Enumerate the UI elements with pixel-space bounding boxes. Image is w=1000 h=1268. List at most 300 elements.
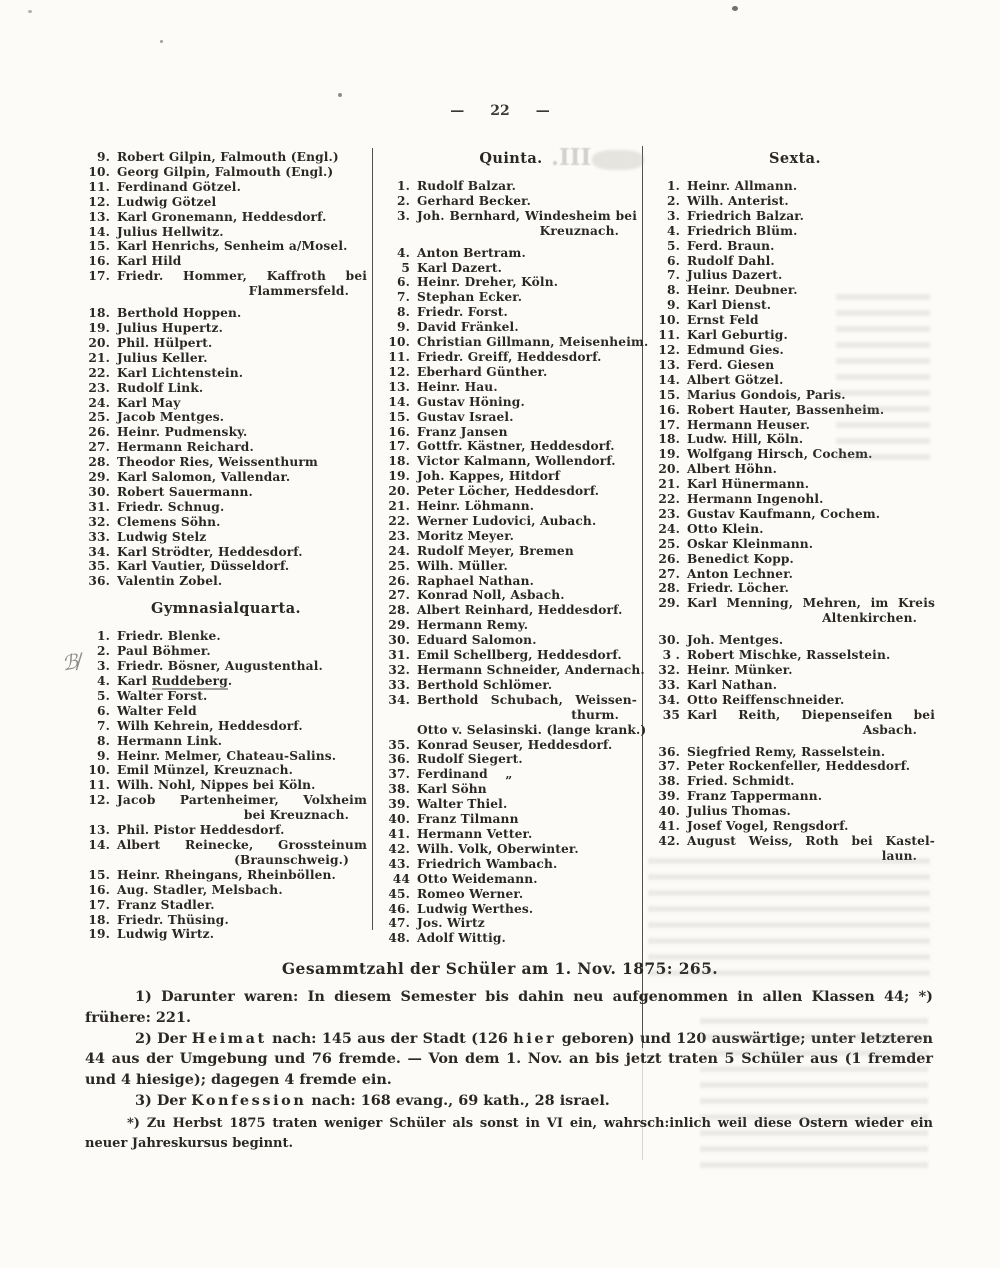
item-number: 37. — [658, 759, 680, 774]
list-item — [655, 507, 935, 522]
list-item — [655, 759, 935, 774]
item-number: 40. — [658, 804, 680, 819]
list-item — [655, 648, 935, 663]
item-number: 32. — [88, 514, 110, 529]
item-name: Albert Götzel. — [687, 372, 784, 387]
item-name: Fried. Schmidt. — [687, 774, 795, 789]
item-number: 3. — [396, 208, 410, 223]
item-number: 16. — [88, 882, 110, 897]
list-item — [385, 320, 637, 335]
item-number: 37. — [388, 767, 410, 782]
item-name: Gustav Höning. — [417, 394, 525, 409]
item-number: 18. — [88, 912, 110, 927]
item-number: 16. — [658, 402, 680, 417]
item-number: 26. — [658, 551, 680, 566]
item-name-continuation: laun. — [881, 848, 917, 863]
item-name: Victor Kalmann, Wollendorf. — [417, 454, 616, 469]
item-name: Otto Weidemann. — [417, 871, 538, 886]
item-name: Phil. Pistor Heddesdorf. — [117, 823, 285, 838]
list-item — [385, 782, 637, 797]
list-item — [655, 774, 935, 789]
item-number: 25. — [88, 410, 110, 425]
item-number: 24. — [388, 543, 410, 558]
list-item-continuation — [655, 723, 935, 738]
item-name: Wolfgang Hirsch, Cochem. — [687, 447, 873, 462]
list-item — [85, 396, 367, 411]
item-number: 14. — [388, 394, 410, 409]
list-item — [85, 868, 367, 883]
item-number: 24. — [658, 521, 680, 536]
list-item — [655, 477, 935, 492]
list-item — [655, 224, 935, 239]
page-header — [0, 103, 1000, 119]
item-name: Heinr. Löhmann. — [417, 499, 535, 514]
item-name: Moritz Meyer. — [417, 528, 515, 543]
item-number: 10. — [658, 313, 680, 328]
total-students-line: Gesammtzahl der Schüler am 1. Nov. 1875: 265. — [281, 959, 719, 978]
item-number: 36. — [388, 752, 410, 767]
item-name: Karl May — [117, 395, 181, 410]
list-item — [655, 819, 935, 834]
item-name: Konrad Noll, Asbach. — [417, 588, 565, 603]
list-item — [385, 827, 637, 842]
item-name: Friedr. Bösner, Augustenthal. — [117, 659, 323, 674]
item-number: 29. — [658, 596, 680, 611]
list-item — [655, 789, 935, 804]
item-number: 19. — [88, 927, 110, 942]
list-item — [655, 209, 935, 224]
item-name: Siegfried Remy, Rasselstein. — [687, 744, 886, 759]
list-item — [85, 225, 367, 240]
item-number: 44 — [392, 871, 410, 886]
item-number: 24. — [88, 395, 110, 410]
item-number: 32. — [388, 663, 410, 677]
item-name-continuation: Altenkirchen. — [822, 611, 917, 626]
item-name: Heinr. Münker. — [687, 663, 793, 677]
item-number: 31. — [88, 499, 110, 514]
item-number: 10. — [88, 164, 110, 179]
item-name: Heinr. Melmer, Chateau-Salins. — [117, 748, 337, 763]
list-item — [85, 410, 367, 425]
footnote: *) Zu Herbst 1875 traten weniger Schüler als sonst in VI ein, wahrsch:inlich weil diese Ostern wieder ein neuer Jahreskursus beginnt. — [85, 1116, 933, 1151]
list-item — [385, 275, 637, 290]
emphasized-text: hier — [513, 1029, 557, 1047]
list-item — [385, 514, 637, 529]
item-name: Wilh Kehrein, Heddesdorf. — [117, 718, 303, 733]
item-name: David Fränkel. — [417, 320, 519, 335]
item-name: Valentin Zobel. — [117, 574, 223, 589]
list-item — [385, 633, 637, 648]
item-number: 5. — [666, 238, 680, 253]
item-number: 30. — [658, 633, 680, 648]
list-item — [85, 659, 367, 674]
list-item — [655, 693, 935, 708]
quarta-upper-list — [85, 150, 367, 589]
item-name: Rudolf Dahl. — [687, 253, 775, 268]
item-name: Hermann Heuser. — [687, 417, 810, 432]
item-name: Rudolf Meyer, Bremen — [417, 543, 574, 558]
list-item — [385, 365, 637, 380]
item-number: 7. — [666, 268, 680, 283]
item-name: Konrad Seuser, Heddesdorf. — [417, 737, 613, 752]
item-name: Friedr. Löcher. — [687, 581, 790, 596]
item-name: Robert Sauermann. — [117, 484, 253, 499]
item-number: 21. — [88, 350, 110, 365]
item-number: 21. — [388, 499, 410, 514]
item-name: Edmund Gies. — [687, 342, 784, 357]
column-left — [85, 150, 367, 942]
list-item — [385, 305, 637, 320]
item-name: Phil. Hülpert. — [117, 335, 213, 350]
item-number: 46. — [388, 901, 410, 916]
list-item — [385, 722, 647, 738]
item-number: 31. — [388, 648, 410, 663]
item-name: Heinr. Hau. — [417, 379, 498, 394]
item-number: 23. — [88, 380, 110, 395]
item-name: Theodor Ries, Weissenthurm — [117, 455, 318, 470]
item-name: Friedrich Balzar. — [687, 208, 805, 223]
list-item — [655, 179, 935, 194]
item-number: 12. — [88, 793, 110, 808]
list-item — [385, 469, 637, 484]
item-name: Walter Thiel. — [417, 797, 508, 812]
item-name: Julius Dazert. — [687, 268, 783, 283]
item-name: Raphael Nathan. — [417, 573, 534, 588]
quinta-heading: Quinta. — [479, 150, 543, 167]
item-name-continuation: thurm. — [571, 707, 619, 722]
item-name: Julius Hellwitz. — [117, 224, 224, 239]
list-item — [85, 545, 367, 560]
item-number: 32. — [658, 663, 680, 677]
emphasized-text: Konfession — [191, 1091, 307, 1109]
list-item — [85, 440, 367, 455]
column-divider-right — [642, 146, 643, 1048]
item-number: 6. — [666, 253, 680, 268]
item-name: Joh. Mentges. — [687, 633, 784, 648]
item-number: 22. — [88, 365, 110, 380]
item-number: 17. — [658, 417, 680, 432]
item-name: Friedr. Blenke. — [117, 629, 221, 644]
item-name: Karl Menning, Mehren, im Kreis — [687, 596, 935, 611]
item-name-continuation: Asbach. — [862, 722, 917, 737]
item-name: Rudolf Siegert. — [417, 752, 523, 767]
list-item — [85, 898, 367, 913]
note-text: nach: 145 aus der Stadt (126 — [266, 1029, 514, 1047]
list-item — [85, 455, 367, 470]
item-name: Robert Hauter, Bassenheim. — [687, 402, 885, 417]
item-name: Jacob Mentges. — [117, 410, 225, 425]
item-number: 11. — [88, 778, 110, 793]
item-number: 9. — [96, 748, 110, 763]
item-number: 22. — [658, 492, 680, 507]
item-number: 9. — [96, 150, 110, 164]
list-item — [655, 194, 935, 209]
item-name: Berthold Schubach, Weissen- — [417, 692, 637, 707]
list-item — [85, 749, 367, 764]
item-number: 41. — [388, 826, 410, 841]
list-item — [85, 674, 367, 689]
item-name: Clemens Söhn. — [117, 514, 221, 529]
page-number: 22 — [490, 103, 510, 119]
item-number: 11. — [658, 328, 680, 343]
item-number: 27. — [88, 440, 110, 455]
list-item — [85, 559, 367, 574]
item-number: 41. — [658, 819, 680, 834]
list-item-continuation — [385, 224, 637, 239]
item-number: 11. — [88, 179, 110, 194]
item-number: 23. — [658, 506, 680, 521]
list-item-continuation — [655, 611, 935, 626]
list-item-continuation — [85, 853, 367, 868]
list-item — [385, 618, 637, 633]
list-item — [85, 644, 367, 659]
item-number: 22. — [388, 513, 410, 528]
item-number: 6. — [96, 703, 110, 718]
list-item — [655, 268, 935, 283]
item-name: Hermann Ingenohl. — [687, 492, 824, 507]
item-number: 5. — [96, 688, 110, 703]
list-item — [655, 522, 935, 537]
list-item — [385, 648, 637, 663]
item-name: Karl Geburtig. — [687, 328, 788, 343]
item-number: 21. — [658, 477, 680, 492]
item-number: 34. — [88, 544, 110, 559]
item-name: Eberhard Günther. — [417, 364, 548, 379]
item-name: Gustav Israel. — [417, 409, 514, 424]
sexta-list — [655, 179, 935, 864]
item-number: 14. — [658, 372, 680, 387]
item-number: 19. — [88, 320, 110, 335]
item-number: 36. — [658, 744, 680, 759]
list-item — [385, 797, 637, 812]
item-number: 30. — [88, 484, 110, 499]
item-number: 48. — [388, 931, 410, 946]
item-name: Julius Hupertz. — [117, 320, 223, 335]
list-item — [385, 261, 637, 276]
item-number: 23. — [388, 528, 410, 543]
item-name: Gerhard Becker. — [417, 193, 531, 208]
emphasized-text: Heimat — [191, 1029, 267, 1047]
item-number: 20. — [88, 335, 110, 350]
item-name: Hermann Reichard. — [117, 440, 254, 455]
bleedthrough-smudge — [836, 294, 930, 470]
item-number: 39. — [658, 789, 680, 804]
list-item — [385, 246, 637, 261]
item-number: 14. — [88, 224, 110, 239]
list-item — [85, 239, 367, 254]
list-item — [85, 823, 367, 838]
item-name: Wilh. Anterist. — [687, 193, 789, 208]
note-text: 1) Darunter waren: In diesem Semester bis dahin neu aufgenommen in allen Klassen 44; *) frühere: 221. — [85, 988, 933, 1026]
item-name: Friedr. Schnug. — [117, 499, 225, 514]
item-number: 8. — [396, 305, 410, 320]
item-name: Albert Höhn. — [687, 462, 778, 477]
item-number: 3 . — [662, 648, 680, 663]
list-item — [385, 931, 637, 946]
item-name: Franz Jansen — [417, 424, 508, 439]
list-item — [85, 470, 367, 485]
ink-speck — [160, 40, 163, 43]
item-name: Ernst Feld — [687, 313, 759, 328]
item-number: 27. — [388, 588, 410, 603]
bleedthrough-smudge — [648, 858, 930, 982]
item-number: 9. — [396, 320, 410, 335]
list-item — [385, 410, 637, 425]
item-number: 17. — [388, 439, 410, 454]
item-number: 3. — [96, 659, 110, 674]
item-number: 13. — [88, 823, 110, 838]
list-item — [85, 515, 367, 530]
item-number: 34. — [388, 692, 410, 707]
item-name: Robert Gilpin, Falmouth (Engl.) — [117, 150, 339, 164]
item-number: 15. — [88, 239, 110, 254]
list-item — [385, 335, 649, 350]
item-number: 28. — [658, 581, 680, 596]
list-item — [85, 351, 367, 366]
item-name: Karl Hild — [117, 254, 182, 269]
list-item — [85, 704, 367, 719]
list-item — [385, 529, 637, 544]
list-item — [385, 574, 637, 589]
item-number: 29. — [88, 470, 110, 485]
item-name-continuation: Flammersfeld. — [248, 284, 349, 299]
item-number: 1. — [96, 629, 110, 644]
list-item — [655, 492, 935, 507]
ink-speck — [732, 6, 738, 11]
item-name: Franz Stadler. — [117, 897, 215, 912]
item-name: Eduard Salomon. — [417, 633, 537, 648]
item-number: 33. — [658, 677, 680, 692]
item-name: Oskar Kleinmann. — [687, 536, 814, 551]
item-name: Franz Tappermann. — [687, 789, 823, 804]
list-item — [85, 927, 367, 942]
list-item — [85, 269, 367, 284]
item-name: Karl Dienst. — [687, 298, 772, 313]
list-item — [385, 484, 637, 499]
item-number: 43. — [388, 856, 410, 871]
list-item — [85, 306, 367, 321]
bleedthrough-smudge — [592, 150, 644, 170]
item-name: Otto Reiffenschneider. — [687, 692, 845, 707]
item-number: 18. — [88, 306, 110, 321]
item-name: Aug. Stadler, Melsbach. — [117, 882, 283, 897]
item-name: Friedr. Thüsing. — [117, 912, 229, 927]
item-number: 42. — [388, 841, 410, 856]
list-item — [385, 179, 637, 194]
item-number: 15. — [658, 387, 680, 402]
item-name: Otto v. Selasinski. (lange krank.) — [417, 722, 647, 737]
item-name: Franz Tilmann — [417, 812, 519, 827]
list-item — [655, 581, 935, 596]
list-item — [385, 290, 637, 305]
item-number: 25. — [658, 536, 680, 551]
list-item — [85, 883, 367, 898]
item-name: Peter Löcher, Heddesdorf. — [417, 484, 600, 499]
item-number: 47. — [388, 916, 410, 931]
list-item — [655, 678, 935, 693]
item-name: Georg Gilpin, Falmouth (Engl.) — [117, 164, 334, 179]
item-name: Peter Rockenfeller, Heddesdorf. — [687, 759, 911, 774]
item-name: Hermann Remy. — [417, 618, 529, 633]
item-name: Ferd. Braun. — [687, 238, 775, 253]
item-name: Paul Böhmer. — [117, 644, 211, 659]
list-item — [385, 209, 637, 224]
item-name: August Weiss, Roth bei Kastel- — [687, 833, 935, 848]
list-item — [385, 603, 637, 618]
item-number: 42. — [658, 833, 680, 848]
item-name: Ferdinand Götzel. — [117, 179, 241, 194]
item-name: Rudolf Link. — [117, 380, 204, 395]
page-number-dash-right: — — [535, 103, 550, 119]
list-item — [85, 254, 367, 269]
item-number: 13. — [388, 379, 410, 394]
item-name: Heinr. Dreher, Köln. — [417, 275, 559, 290]
list-item — [85, 500, 367, 515]
item-name: Karl Dazert. — [417, 260, 503, 275]
list-item — [385, 812, 637, 827]
item-number: 2. — [396, 193, 410, 208]
list-item — [85, 381, 367, 396]
list-item — [655, 633, 935, 648]
item-name: Albert Reinecke, Grossteinum — [117, 837, 367, 852]
list-item — [85, 336, 367, 351]
item-number: 2. — [666, 193, 680, 208]
item-number: 6. — [396, 275, 410, 290]
list-item — [655, 804, 935, 819]
list-item — [85, 793, 367, 808]
item-name: Karl Salomon, Vallendar. — [117, 470, 291, 485]
list-item — [385, 738, 637, 753]
list-item — [385, 588, 637, 603]
item-name: Heinr. Rheingans, Rheinböllen. — [117, 867, 336, 882]
item-number: 2. — [96, 644, 110, 659]
item-number: 8. — [666, 283, 680, 298]
list-item — [85, 150, 367, 165]
item-name: Christian Gillmann, Meisenheim. — [417, 335, 649, 350]
item-name: Friedrich Blüm. — [687, 223, 798, 238]
item-name: Jos. Wirtz — [417, 916, 485, 931]
item-name: Heinr. Pudmensky. — [117, 425, 248, 440]
list-item — [85, 838, 367, 853]
list-item — [655, 708, 935, 723]
item-number: 13. — [658, 357, 680, 372]
item-name: Stephan Ecker. — [417, 290, 523, 305]
item-number: 35. — [88, 559, 110, 574]
list-item — [655, 663, 935, 678]
list-item — [85, 763, 367, 778]
item-name: Ferdinand „ — [417, 767, 513, 782]
list-item — [85, 485, 367, 500]
item-number: 28. — [88, 455, 110, 470]
item-number: 40. — [388, 812, 410, 827]
list-item — [385, 693, 637, 708]
item-number: 7. — [396, 290, 410, 305]
item-number: 15. — [388, 409, 410, 424]
item-number: 4. — [96, 674, 110, 688]
sexta-heading: Sexta. — [769, 150, 821, 167]
item-name: Karl Reith, Diepenseifen bei — [687, 707, 935, 722]
list-item — [385, 842, 637, 857]
item-name: Hermann Link. — [117, 733, 223, 748]
item-number — [385, 723, 417, 738]
list-item — [655, 239, 935, 254]
list-item — [385, 916, 637, 931]
item-name-continuation: (Braunschweig.) — [234, 852, 349, 867]
list-item — [385, 544, 637, 559]
item-name: Julius Thomas. — [687, 804, 791, 819]
item-name: Jacob Partenheimer, Volxheim — [117, 793, 367, 808]
item-name: Karl Ruddeberg. — [117, 674, 233, 688]
